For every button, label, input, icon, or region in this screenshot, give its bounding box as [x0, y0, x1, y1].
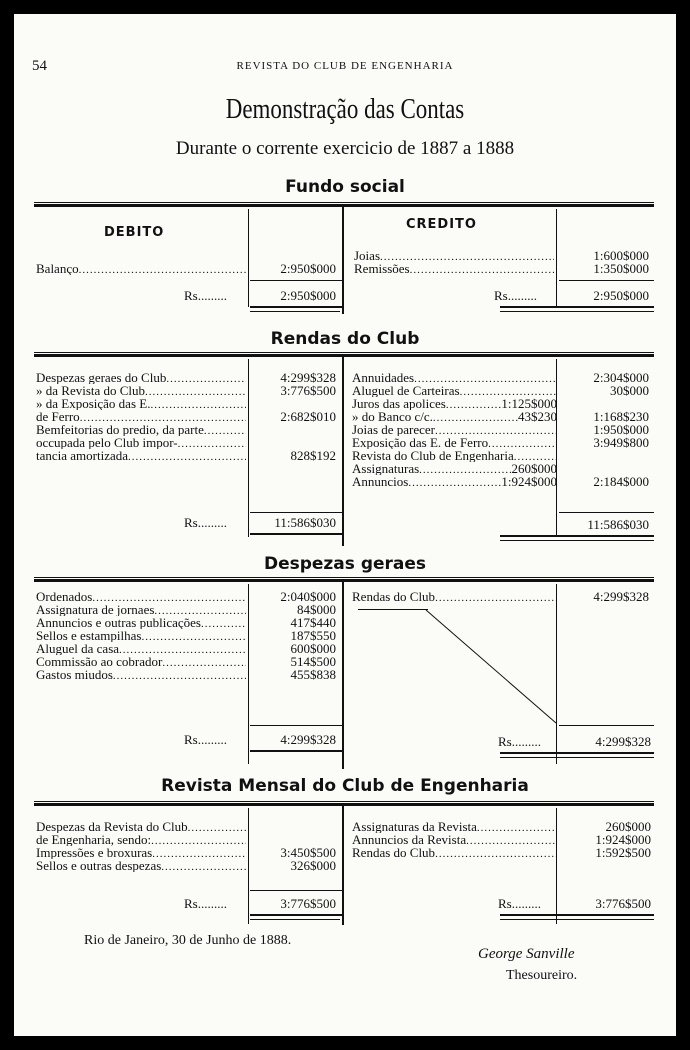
- section-rule: [34, 801, 654, 806]
- debit-total-label: Rs.........: [184, 515, 227, 530]
- entry-amount: 3:776$500: [280, 383, 336, 398]
- center-rule: [342, 354, 344, 546]
- leader-dots: [435, 425, 557, 436]
- entry-label: Impressões e broxuras: [36, 846, 153, 859]
- debit-amounts: [250, 820, 336, 872]
- section-heading-fundo: Fundo social: [285, 177, 405, 197]
- leader-dots: [188, 822, 246, 833]
- leader-dots: [154, 605, 246, 616]
- entry-amount: 326$000: [290, 858, 336, 873]
- ledger-entry: [36, 655, 246, 668]
- entry-subamount: 43$230: [518, 410, 557, 423]
- entry-amount: 1:950$000: [593, 422, 649, 437]
- ledger-entry: [36, 616, 246, 629]
- credit-entries: [352, 371, 557, 488]
- column-rule: [248, 359, 249, 537]
- leader-dots: [204, 425, 246, 436]
- leader-dots: [150, 399, 246, 410]
- entry-amount: 2:304$000: [593, 370, 649, 385]
- debit-total: 4:299$328: [280, 732, 336, 747]
- leader-dots: [419, 464, 511, 475]
- leader-dots: [161, 861, 246, 872]
- entry-amount: [250, 423, 336, 436]
- entry-label: de Ferro: [36, 410, 80, 423]
- leader-dots: [128, 451, 246, 462]
- subtotal-rule: [250, 280, 342, 281]
- page-number: 54: [32, 58, 47, 74]
- entry-amount: [250, 820, 336, 833]
- place-date: Rio de Janeiro, 30 de Junho de 1888.: [84, 933, 292, 948]
- credit-amounts: [559, 371, 649, 488]
- leader-dots: [178, 438, 246, 449]
- entry-label: » da Revista do Club: [36, 384, 146, 397]
- running-head: REVISTA DO CLUB DE ENGENHARIA: [236, 60, 454, 72]
- total-rule: [250, 914, 342, 916]
- ledger-entry: [352, 423, 557, 436]
- leader-dots: [162, 657, 246, 668]
- subtotal-rule: [559, 725, 654, 726]
- entry-label: Joias de parecer: [352, 423, 436, 436]
- entry-label: Annuncios e outras publicações: [36, 616, 201, 629]
- credit-entries: [352, 820, 557, 859]
- section-heading-despezas: Despezas geraes: [263, 554, 427, 574]
- treasurer-signature: George Sanville: [478, 946, 575, 962]
- ledger-entry: [354, 262, 554, 275]
- entry-amount: 2:682$010: [280, 409, 336, 424]
- entry-amount: 4:299$328: [280, 370, 336, 385]
- subtotal-rule: [559, 512, 654, 513]
- total-rule: [250, 919, 340, 920]
- entry-amount: 1:600$000: [593, 248, 649, 263]
- entry-amount: 455$838: [290, 667, 336, 682]
- page-title: Demonstração das Contas: [225, 94, 465, 125]
- debit-entries: [36, 820, 246, 872]
- total-rule: [500, 311, 654, 312]
- debit-total: 3:776$500: [280, 896, 336, 911]
- credit-amounts: [559, 249, 649, 275]
- credit-total: 4:299$328: [595, 734, 651, 749]
- section-heading-revista: Revista Mensal do Club de Engenharia: [161, 776, 529, 796]
- entry-amount: 2:950$000: [280, 261, 336, 276]
- credit-entries: [354, 249, 554, 275]
- debit-entries: [36, 371, 246, 462]
- leader-dots: [166, 373, 246, 384]
- entry-label: Gastos miudos: [36, 668, 113, 681]
- ledger-entry: [352, 384, 557, 397]
- page-subtitle: Durante o corrente exercicio de 1887 a 1888: [175, 138, 515, 159]
- debit-label: DEBITO: [104, 225, 165, 240]
- section-rule: [34, 352, 654, 357]
- entry-label: Remissões: [354, 262, 410, 275]
- debit-total-label: Rs.........: [184, 288, 227, 303]
- entry-label: occupada pelo Club impor-: [36, 436, 178, 449]
- ledger-entry: [352, 462, 557, 475]
- ledger-entry: [36, 603, 246, 616]
- ledger-entry: [36, 371, 246, 384]
- entry-label: Aluguel da casa: [36, 642, 120, 655]
- leader-dots: [466, 835, 557, 846]
- entry-amount: 1:350$000: [593, 261, 649, 276]
- total-rule: [250, 306, 342, 308]
- leader-dots: [410, 264, 554, 275]
- debit-amounts: [250, 371, 336, 462]
- center-rule: [342, 579, 344, 769]
- total-rule: [250, 533, 342, 535]
- total-rule: [500, 306, 654, 308]
- ledger-entry: [36, 397, 246, 410]
- ledger-entry: [352, 371, 557, 384]
- credit-total-label: Rs.........: [494, 288, 537, 303]
- ledger-entry: [352, 410, 557, 423]
- entry-label: Annuncios da Revista: [352, 833, 467, 846]
- entry-label: Bemfeitorias do predio, da parte: [36, 423, 204, 436]
- total-rule: [250, 750, 342, 752]
- ledger-entry: [354, 249, 554, 262]
- leader-dots: [79, 264, 246, 275]
- entry-label: Assignaturas da Revista: [352, 820, 477, 833]
- leader-dots: [141, 631, 246, 642]
- entry-amount: 84$000: [297, 602, 336, 617]
- cancel-rule: [358, 609, 428, 610]
- leader-dots: [446, 399, 502, 410]
- total-rule: [500, 757, 654, 758]
- column-rule: [248, 808, 249, 924]
- credit-entries: [352, 590, 557, 603]
- ledger-entry: [36, 423, 246, 436]
- total-rule: [500, 535, 654, 537]
- credit-amounts: [559, 590, 649, 603]
- ledger-entry: [36, 642, 246, 655]
- ledger-entry: [36, 436, 246, 449]
- entry-label: Ordenados: [36, 590, 93, 603]
- document-page: [14, 14, 676, 1036]
- leader-dots: [145, 386, 246, 397]
- credit-total-label: Rs.........: [498, 734, 541, 749]
- debit-amounts: [250, 262, 336, 275]
- leader-dots: [92, 592, 246, 603]
- entry-label: tancia amortizada: [36, 449, 129, 462]
- debit-total-label: Rs.........: [184, 896, 227, 911]
- leader-dots: [151, 835, 246, 846]
- entry-label: Assignatura de jornaes: [36, 603, 155, 616]
- entry-subamount: 260$000: [511, 462, 557, 475]
- ledger-entry: [352, 436, 557, 449]
- entry-amount: 2:040$000: [280, 589, 336, 604]
- entry-amount: 417$440: [290, 615, 336, 630]
- ledger-entry: [36, 410, 246, 423]
- entry-label: Commissão ao cobrador: [36, 655, 163, 668]
- leader-dots: [488, 438, 557, 449]
- credit-amounts: [559, 820, 651, 859]
- entry-amount: 828$192: [290, 448, 336, 463]
- column-rule: [248, 584, 249, 764]
- section-rule: [34, 577, 654, 582]
- ledger-entry: [352, 846, 557, 859]
- cancel-diagonal: [424, 608, 560, 728]
- section-heading-rendas: Rendas do Club: [270, 329, 420, 349]
- leader-dots: [119, 644, 246, 655]
- subtotal-rule: [250, 512, 342, 513]
- debit-entries: [36, 262, 246, 275]
- subtotal-rule: [250, 890, 342, 891]
- total-rule: [500, 914, 654, 916]
- leader-dots: [113, 670, 246, 681]
- ledger-entry: [36, 846, 246, 859]
- leader-dots: [435, 848, 557, 859]
- leader-dots: [201, 618, 246, 629]
- leader-dots: [477, 822, 557, 833]
- ledger-entry: [36, 384, 246, 397]
- ledger-entry: [352, 397, 557, 410]
- entry-label: Annuncios: [352, 475, 409, 488]
- entry-label: de Engenharia, sendo:: [36, 833, 152, 846]
- debit-total-label: Rs.........: [184, 732, 227, 747]
- leader-dots: [152, 848, 246, 859]
- ledger-entry: [352, 449, 557, 462]
- leader-dots: [80, 412, 246, 423]
- credit-total: 11:586$030: [587, 517, 649, 532]
- ledger-entry: [36, 590, 246, 603]
- entry-label: Aluguel de Carteiras: [352, 384, 460, 397]
- leader-dots: [380, 251, 554, 262]
- ledger-entry: [36, 629, 246, 642]
- entry-label: Sellos e outras despezas: [36, 859, 162, 872]
- leader-dots: [414, 373, 557, 384]
- debit-total: 2:950$000: [280, 288, 336, 303]
- credit-total-label: Rs.........: [498, 896, 541, 911]
- entry-amount: 514$500: [290, 654, 336, 669]
- treasurer-title: Thesoureiro.: [506, 968, 578, 983]
- entry-label: Assignaturas: [352, 462, 420, 475]
- entry-label: Revista do Club de Engenharia: [352, 449, 514, 462]
- entry-label: Rendas do Club: [352, 590, 436, 603]
- leader-dots: [408, 477, 501, 488]
- section-rule: [34, 202, 654, 207]
- column-rule: [556, 209, 557, 307]
- ledger-entry: [36, 833, 246, 846]
- leader-dots: [460, 386, 557, 397]
- ledger-entry: [352, 833, 557, 846]
- debit-amounts: [250, 590, 336, 681]
- entry-amount: [559, 449, 649, 462]
- center-rule: [342, 204, 344, 314]
- leader-dots: [435, 592, 557, 603]
- entry-label: Despezas da Revista do Club: [36, 820, 188, 833]
- entry-label: Exposição das E. de Ferro: [352, 436, 489, 449]
- total-rule: [500, 540, 654, 541]
- entry-subamount: 1:125$000: [501, 397, 557, 410]
- entry-label: » da Exposição das E.: [36, 397, 151, 410]
- ledger-entry: [36, 820, 246, 833]
- entry-label: Juros das apolices: [352, 397, 446, 410]
- entry-label: Despezas geraes do Club: [36, 371, 167, 384]
- entry-label: Rendas do Club: [352, 846, 436, 859]
- entry-label: » do Banco c/c.: [352, 410, 433, 423]
- ledger-entry: [36, 859, 246, 872]
- leader-dots: [514, 451, 557, 462]
- entry-label: Annuidades: [352, 371, 415, 384]
- ledger-entry: [36, 668, 246, 681]
- credit-total: 2:950$000: [593, 288, 649, 303]
- debit-total: 11:586$030: [274, 515, 336, 530]
- entry-amount: 600$000: [290, 641, 336, 656]
- entry-label: Joias: [354, 249, 380, 262]
- debit-entries: [36, 590, 246, 681]
- subtotal-rule: [250, 725, 342, 726]
- entry-amount: 1:592$500: [595, 845, 651, 860]
- total-rule: [500, 752, 654, 754]
- entry-label: Sellos e estampilhas: [36, 629, 142, 642]
- entry-amount: 4:299$328: [593, 589, 649, 604]
- ledger-entry: [352, 475, 557, 488]
- ledger-entry: [352, 590, 557, 603]
- leader-dots: [433, 412, 518, 423]
- subtotal-rule: [559, 280, 654, 281]
- total-rule: [500, 919, 654, 920]
- ledger-entry: [352, 820, 557, 833]
- entry-amount: 1:924$000: [595, 832, 651, 847]
- entry-amount: 2:184$000: [593, 474, 649, 489]
- entry-label: Balanço: [36, 262, 79, 275]
- entry-amount: 260$000: [605, 819, 651, 834]
- entry-amount: 3:450$500: [280, 845, 336, 860]
- ledger-entry: [36, 449, 246, 462]
- entry-subamount: 1:924$000: [501, 475, 557, 488]
- column-rule: [248, 209, 249, 307]
- total-rule: [250, 311, 340, 312]
- ledger-entry: [36, 262, 246, 275]
- credit-total: 3:776$500: [595, 896, 651, 911]
- entry-amount: 3:949$800: [593, 435, 649, 450]
- center-rule: [342, 803, 344, 925]
- entry-amount: 187$550: [290, 628, 336, 643]
- entry-amount: 1:168$230: [593, 409, 649, 424]
- credit-label: CREDITO: [406, 217, 477, 232]
- entry-amount: 30$000: [610, 383, 649, 398]
